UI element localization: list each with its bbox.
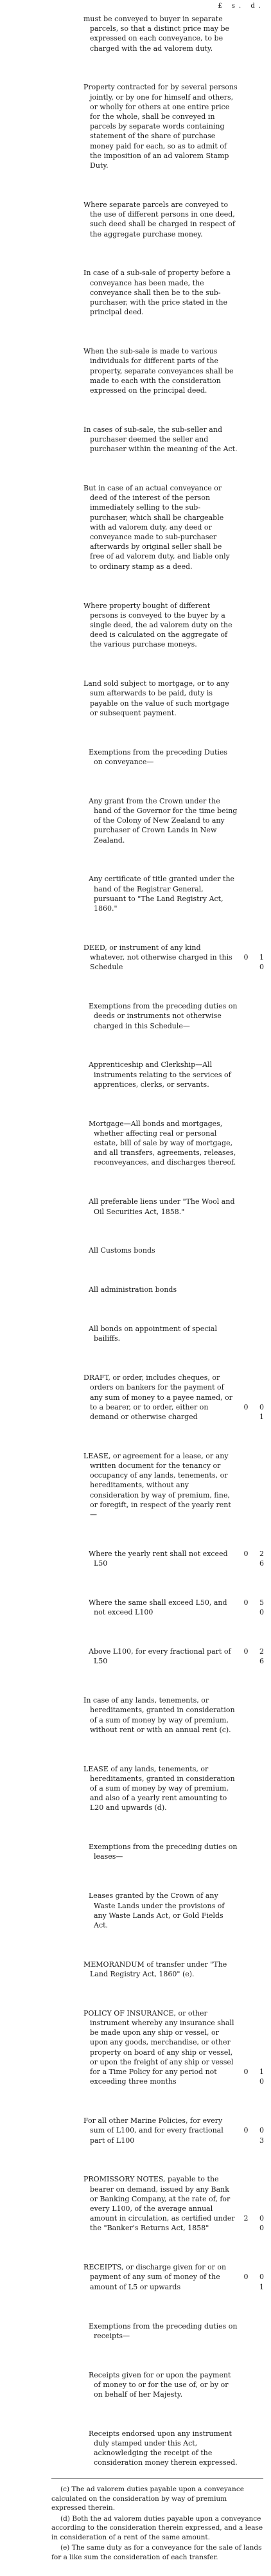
stamp-duty-schedule <box>83 14 268 2468</box>
schedule-entry <box>83 2008 268 2087</box>
schedule-entry <box>83 943 268 972</box>
duty-amount: 0 0 1 <box>243 1402 268 1421</box>
footnote-divider <box>51 2478 263 2479</box>
entry-text: All Customs bonds <box>89 1246 155 1255</box>
entry-text: Apprenticeship and Clerkship—All instruments relating to the services of apprentices, clerks, or servants. <box>89 1060 231 1089</box>
schedule-entry <box>83 796 238 845</box>
entry-text: In case of any lands, tenements, or hereditaments, granted in consideration of a sum of money by way of premium, without rent or with an annual rent (c). <box>83 1696 235 1734</box>
schedule-entry <box>83 1891 238 1930</box>
schedule-entry <box>83 874 238 913</box>
schedule-entry <box>83 1960 238 1979</box>
entry-text: DRAFT, or order, includes cheques, or orders on bankers for the payment of any sum of money to a payee named, or to a bearer, or to order, either on demand or otherwise charged <box>83 1373 232 1421</box>
entry-text: But in case of an actual conveyance or deed of the interest of the person immediately selling to the sub-purchaser, which shall be chargeable with ad valorem duty, any deed or conveyance made to sub-purchaser afterwards by original seller shall be free of ad valorem duty, and liable only to ordinary stamp as a deed. <box>83 484 230 571</box>
footnotes <box>51 2485 263 2563</box>
entry-text: All bonds on appointment of special bailiffs. <box>89 1325 217 1343</box>
entry-text: Exemptions from the preceding duties on receipts— <box>89 2321 238 2340</box>
entry-text: Property contracted for by several persons jointly, or by one for himself and others, or wholly for others at one entire price for the whole, shall be conveyed in parcels by separate words containing statement of the share of purchase money paid for each, so as to admit of the imposition of an ad valorem Stamp Duty. <box>83 83 238 170</box>
schedule-entry <box>83 2174 268 2233</box>
schedule-entry <box>83 483 238 571</box>
schedule-entry <box>83 2321 238 2341</box>
entry-text: Any grant from the Crown under the hand of the Governor for the time being of the Colony of New Zealand to any purchaser of Crown Lands in New Zealand. <box>89 796 238 845</box>
entry-text: Exemptions from the preceding duties on deeds or instruments not otherwise charged in this Schedule— <box>89 1002 238 1030</box>
duty-amount: 0 1 0 <box>243 953 268 972</box>
schedule-entry <box>83 14 238 53</box>
duty-amount: 0 1 0 <box>243 2068 268 2086</box>
entry-text: Receipts endorsed upon any instrument duly stamped under this Act, acknowledging the receipt of the consideration money therein expressed. <box>89 2429 238 2467</box>
schedule-entry <box>83 2370 238 2400</box>
schedule-entry <box>83 2262 268 2292</box>
duty-amount: 0 5 0 <box>243 1598 268 1617</box>
schedule-entry <box>83 1647 268 1666</box>
schedule-entry <box>83 1060 238 1089</box>
duty-amount: 0 2 6 <box>243 1647 268 1666</box>
entry-text: LEASE of any lands, tenements, or hereditaments, granted in consideration of a sum of money by way of premium, and also of a yearly rent amounting to L20 and upwards (d). <box>83 1764 235 1812</box>
entry-text: Where separate parcels are conveyed to the use of different persons in one deed, such deed shall be charged in respect of the aggregate purchase money. <box>83 200 235 238</box>
schedule-entry <box>83 1451 238 1519</box>
entry-text: When the sub-sale is made to various individuals for different parts of the property, separate conveyances shall be made to each with the consideration expressed on the principal deed. <box>83 347 234 395</box>
entry-text: Where the same shall exceed L50, and not exceed L100 <box>89 1598 227 1617</box>
duty-amount: 0 2 6 <box>243 1549 268 1568</box>
schedule-entry <box>83 1764 238 1813</box>
footnote: (c) The ad valorem duties payable upon a conveyance calculated on the consideration by way of premium expressed therein. <box>51 2485 244 2512</box>
currency-header: £ s. d. <box>218 3 265 10</box>
entry-text: Above L100, for every fractional part of L50 <box>89 1647 231 1666</box>
entry-text: Mortgage—All bonds and mortgages, whether affecting real or personal estate, bill of sale by way of mortgage, and all transfers, agreements, releases, reconveyances, and discharges thereof. <box>89 1119 236 1167</box>
entry-text: All administration bonds <box>89 1285 177 1294</box>
schedule-entry <box>83 1197 238 1216</box>
schedule-entry <box>83 1695 238 1735</box>
entry-text: must be conveyed to buyer in separate parcels, so that a distinct price may be expressed on each conveyance, to be charged with the ad valorem duty. <box>83 15 230 53</box>
entry-text: In cases of sub-sale, the sub-seller and purchaser deemed the seller and purchaser within the meaning of the Act. <box>83 425 238 454</box>
entry-text: RECEIPTS, or discharge given for or on payment of any sum of money of the amount of L5 or upwards <box>83 2263 227 2291</box>
footnote: (e) The same duty as for a conveyance for the sale of lands for a like sum the consideration of each transfer. <box>51 2544 262 2561</box>
schedule-entry <box>83 82 238 170</box>
entry-text: MEMORANDUM of transfer under "The Land Registry Act, 1860" (e). <box>83 1960 227 1978</box>
duty-amount: 0 0 3 <box>243 2126 268 2145</box>
entry-text: In case of a sub-sale of property before a conveyance has been made, the conveyance shall then be to the sub-purchaser, with the price stated in the principal deed. <box>83 269 231 317</box>
schedule-entry <box>83 747 238 767</box>
entry-text: DEED, or instrument of any kind whatever, not otherwise charged in this Schedule <box>83 943 232 972</box>
schedule-entry <box>83 1246 238 1255</box>
schedule-entry <box>83 1324 238 1343</box>
schedule-entry <box>83 2429 238 2468</box>
schedule-entry <box>83 1373 268 1422</box>
entry-text: POLICY OF INSURANCE, or other instrument whereby any insurance shall be made upon any ship or vessel, or upon any goods, merchandise, or other property on board of any ship or vessel, or upon the freight of any ship or vessel for a Time Policy for any period not exceeding three months <box>83 2008 234 2086</box>
entry-text: LEASE, or agreement for a lease, or any written document for the tenancy or occupancy of any lands, tenements, or hereditaments, without any consideration by way of premium, fine, or foregift, in respect of the yearly rent— <box>83 1451 231 1519</box>
entry-text: Exemptions from the preceding duties on leases— <box>89 1843 238 1861</box>
schedule-entry <box>83 346 238 395</box>
schedule-entry <box>83 1842 238 1861</box>
entry-text: Where property bought of different persons is conveyed to the buyer by a single deed, the ad valorem duty on the deed is calculated on the aggregate of the various purchase moneys. <box>83 601 232 649</box>
schedule-entry <box>83 425 238 454</box>
entry-text: Leases granted by the Crown of any Waste Lands under the provisions of any Waste Lands Act, or Gold Fields Act. <box>89 1892 225 1929</box>
schedule-entry <box>83 268 238 317</box>
schedule-entry <box>83 1549 268 1568</box>
entry-text: Exemptions from the preceding Duties on conveyance— <box>89 747 228 766</box>
entry-text: For all other Marine Policies, for every sum of L100, and for every fractional part of L100 <box>83 2116 223 2145</box>
duty-amount: 2 0 0 <box>243 2214 268 2233</box>
entry-text: Any certificate of title granted under the hand of the Registrar General, pursuant to "The Land Registry Act, 1860." <box>89 875 235 913</box>
entry-text: Land sold subject to mortgage, or to any sum afterwards to be paid, duty is payable on the value of such mortgage or subsequent payment. <box>83 679 229 717</box>
schedule-entry <box>83 200 238 239</box>
schedule-entry <box>83 1119 238 1168</box>
entry-text: All preferable liens under "The Wool and Oil Securities Act, 1858." <box>89 1197 235 1216</box>
footnote: (d) Both the ad valorem duties payable upon a conveyance according to the consideration therein expressed, and a lease in consideration of a rent of the same amount. <box>51 2514 263 2541</box>
schedule-entry <box>83 679 238 718</box>
schedule-entry <box>83 2116 268 2145</box>
schedule-entry <box>83 601 238 650</box>
schedule-entry <box>83 1285 238 1294</box>
schedule-entry <box>83 1001 238 1031</box>
schedule-entry <box>83 1598 268 1617</box>
entry-text: PROMISSORY NOTES, payable to the bearer on demand, issued by any Bank or Banking Company, at the rate of, for every L100, of the average annual amount in circulation, as certified under the "Banker's Returns Act, 1858" <box>83 2175 235 2233</box>
duty-amount: 0 0 1 <box>243 2273 268 2291</box>
entry-text: Receipts given for or upon the payment of money to or for the use of, or by or on behalf of her Majesty. <box>89 2370 231 2399</box>
entry-text: Where the yearly rent shall not exceed L50 <box>89 1549 228 1568</box>
